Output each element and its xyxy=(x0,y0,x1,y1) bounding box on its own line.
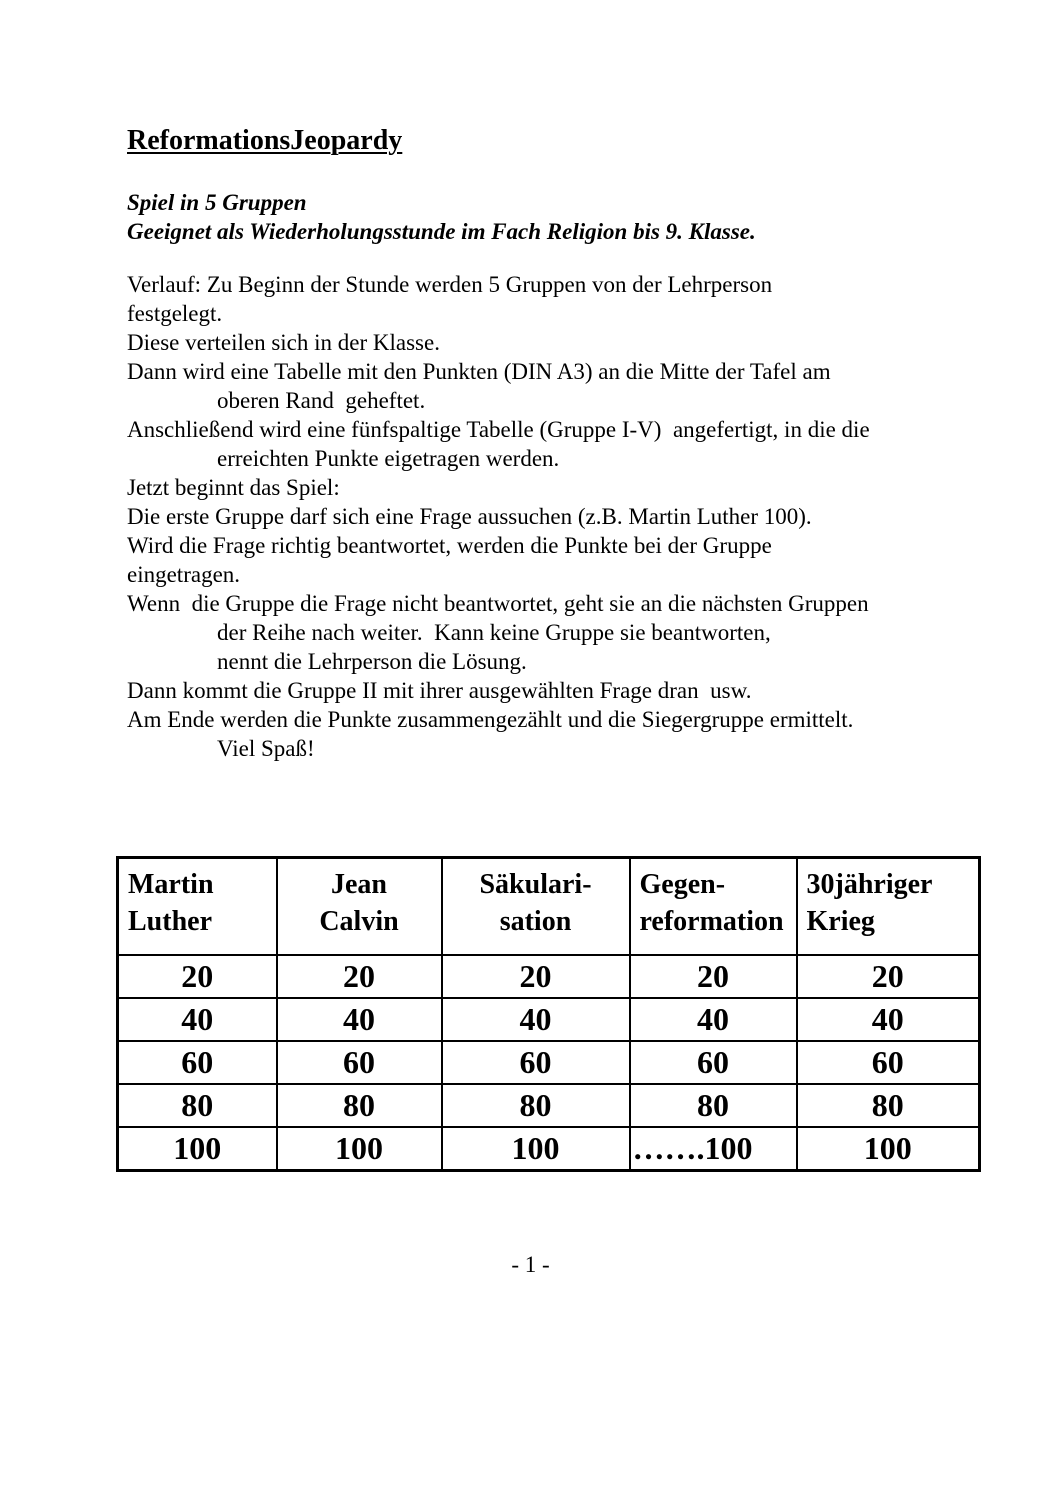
page-number: - 1 - xyxy=(511,1252,550,1277)
points-cell: 20 xyxy=(442,955,630,998)
body-line: festgelegt. xyxy=(127,301,223,326)
points-cell: 60 xyxy=(277,1041,442,1084)
body-line: Verlauf: Zu Beginn der Stunde werden 5 Gruppen von der Lehrperson xyxy=(127,272,773,297)
document-subtitle xyxy=(127,188,756,246)
column-header-martin-luther xyxy=(118,858,277,956)
points-cell: 40 xyxy=(442,998,630,1041)
header-line: reformation xyxy=(639,906,784,937)
points-cell: 60 xyxy=(442,1041,630,1084)
points-cell: 80 xyxy=(118,1084,277,1127)
body-line: Viel Spaß! xyxy=(217,736,315,761)
column-header-jean-calvin xyxy=(277,858,442,956)
body-line: Wird die Frage richtig beantwortet, werden die Punkte bei der Gruppe xyxy=(127,533,772,558)
header-line: Gegen- xyxy=(639,869,726,900)
column-header-30jaehriger-krieg xyxy=(797,858,980,956)
points-cell-dotted: …….100 xyxy=(630,1127,797,1171)
points-cell: 40 xyxy=(277,998,442,1041)
points-cell: 20 xyxy=(797,955,980,998)
body-line: Anschließend wird eine fünfspaltige Tabelle (Gruppe I-V) angefertigt, in die die xyxy=(127,417,870,442)
points-cell: 100 xyxy=(442,1127,630,1171)
header-line: 30jähriger xyxy=(806,869,933,900)
jeopardy-points-table xyxy=(116,856,981,1172)
body-line: nennt die Lehrperson die Lösung. xyxy=(217,649,527,674)
points-cell: 80 xyxy=(797,1084,980,1127)
points-cell: 60 xyxy=(630,1041,797,1084)
header-line: Martin xyxy=(128,869,214,900)
body-line: der Reihe nach weiter. Kann keine Gruppe sie beantworten, xyxy=(217,620,771,645)
points-cell: 40 xyxy=(118,998,277,1041)
header-line: Luther xyxy=(128,906,212,937)
body-line: Diese verteilen sich in der Klasse. xyxy=(127,330,440,355)
points-row-20 xyxy=(118,955,980,998)
subtitle-line: Spiel in 5 Gruppen xyxy=(127,190,307,215)
points-cell: 100 xyxy=(118,1127,277,1171)
points-row-80 xyxy=(118,1084,980,1127)
body-line: Dann kommt die Gruppe II mit ihrer ausgewählten Frage dran usw. xyxy=(127,678,752,703)
instructions-text xyxy=(127,270,870,763)
points-cell: 20 xyxy=(277,955,442,998)
body-line: Jetzt beginnt das Spiel: xyxy=(127,475,340,500)
body-line: Wenn die Gruppe die Frage nicht beantwortet, geht sie an die nächsten Gruppen xyxy=(127,591,869,616)
body-line: Am Ende werden die Punkte zusammengezählt und die Siegergruppe ermittelt. xyxy=(127,707,854,732)
subtitle-line: Geeignet als Wiederholungsstunde im Fach Religion bis 9. Klasse. xyxy=(127,219,756,244)
points-row-60 xyxy=(118,1041,980,1084)
points-cell: 100 xyxy=(277,1127,442,1171)
points-cell: 80 xyxy=(442,1084,630,1127)
column-header-gegenreformation xyxy=(630,858,797,956)
points-cell: 40 xyxy=(797,998,980,1041)
points-cell: 60 xyxy=(118,1041,277,1084)
header-line: Säkulari- xyxy=(479,869,592,900)
points-cell: 80 xyxy=(630,1084,797,1127)
header-line: Jean xyxy=(331,869,387,900)
column-header-saekularisation xyxy=(442,858,630,956)
body-line: eingetragen. xyxy=(127,562,241,587)
body-line: oberen Rand geheftet. xyxy=(217,388,426,413)
body-line: Die erste Gruppe darf sich eine Frage aussuchen (z.B. Martin Luther 100). xyxy=(127,504,812,529)
header-line: Calvin xyxy=(319,906,399,937)
table-header-row xyxy=(118,858,980,956)
points-cell: 40 xyxy=(630,998,797,1041)
body-line: Dann wird eine Tabelle mit den Punkten (DIN A3) an die Mitte der Tafel am xyxy=(127,359,831,384)
header-line: Krieg xyxy=(806,906,875,937)
points-cell: 20 xyxy=(118,955,277,998)
points-row-40 xyxy=(118,998,980,1041)
points-cell: 60 xyxy=(797,1041,980,1084)
points-cell: 20 xyxy=(630,955,797,998)
body-line: erreichten Punkte eigetragen werden. xyxy=(217,446,560,471)
points-cell: 100 xyxy=(797,1127,980,1171)
document-title: ReformationsJeopardy xyxy=(127,125,403,156)
points-row-100 xyxy=(118,1127,980,1171)
points-cell: 80 xyxy=(277,1084,442,1127)
header-line: sation xyxy=(499,906,572,937)
